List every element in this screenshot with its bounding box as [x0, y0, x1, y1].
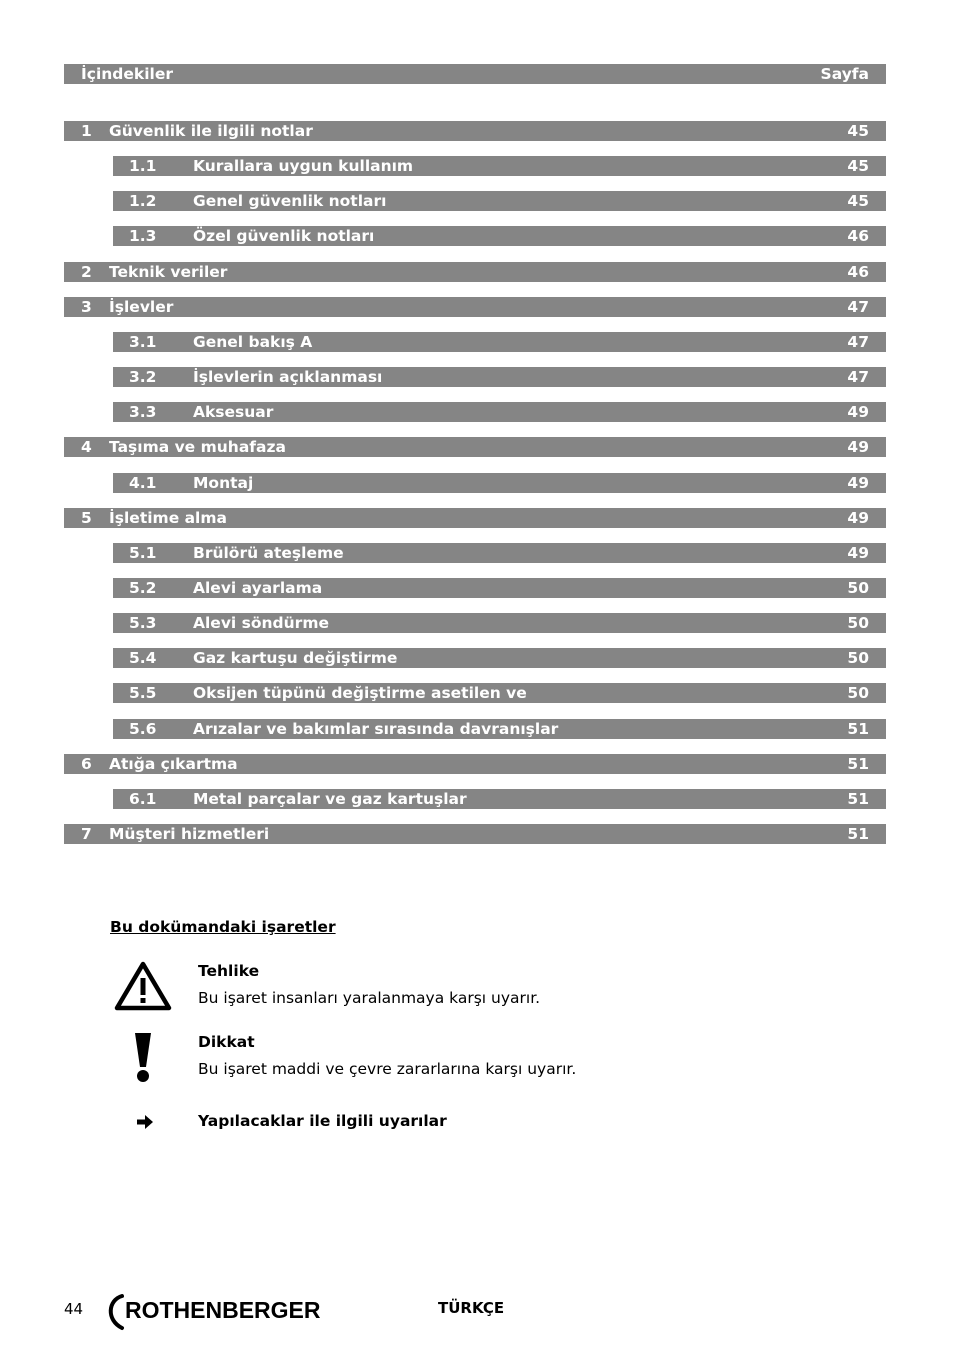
instructions-title: Yapılacaklar ile ilgili uyarılar — [198, 1112, 447, 1130]
danger-description: Bu işaret insanları yaralanmaya karşı uyarır. — [198, 989, 541, 1007]
toc-title: Güvenlik ile ilgili notlar — [109, 122, 313, 140]
toc-title: Müşteri hizmetleri — [109, 825, 270, 843]
toc-page: 51 — [847, 825, 869, 843]
toc-row[interactable] — [113, 367, 886, 387]
toc-page: 46 — [847, 263, 869, 281]
toc-row[interactable] — [113, 613, 886, 633]
toc-title: İşletime alma — [109, 509, 227, 527]
toc-page: 50 — [847, 649, 869, 667]
toc-page: 50 — [847, 614, 869, 632]
toc-title: Genel güvenlik notları — [193, 192, 387, 210]
warning-triangle-icon — [114, 960, 172, 1016]
toc-row[interactable] — [113, 648, 886, 668]
caution-description: Bu işaret maddi ve çevre zararlarına karşı uyarır. — [198, 1060, 577, 1078]
toc-page: 49 — [847, 474, 869, 492]
toc-title: Alevi ayarlama — [193, 579, 323, 597]
brand-logo — [106, 1292, 346, 1336]
toc-number: 5.4 — [129, 649, 157, 667]
toc-number: 5.1 — [129, 544, 157, 562]
toc-row[interactable] — [64, 508, 886, 528]
toc-page: 49 — [847, 509, 869, 527]
brand-logo-text: ROTHENBERGER — [125, 1297, 321, 1323]
toc-row[interactable] — [64, 437, 886, 457]
toc-page: 47 — [847, 368, 869, 386]
toc-row[interactable] — [113, 402, 886, 422]
toc-row[interactable] — [64, 262, 886, 282]
toc-number: 5.5 — [129, 684, 157, 702]
toc-row[interactable] — [113, 226, 886, 246]
danger-title: Tehlike — [198, 962, 260, 980]
toc-row[interactable] — [64, 824, 886, 844]
toc-title: Taşıma ve muhafaza — [109, 438, 286, 456]
toc-row[interactable] — [113, 578, 886, 598]
toc-number: 5.6 — [129, 720, 157, 738]
arrow-right-icon — [136, 1114, 154, 1134]
toc-title: Brülörü ateşleme — [193, 544, 344, 562]
language-label: TÜRKÇE — [438, 1299, 505, 1317]
toc-page: 45 — [847, 122, 869, 140]
toc-title: Alevi söndürme — [193, 614, 329, 632]
toc-row[interactable] — [113, 789, 886, 809]
toc-row[interactable] — [64, 754, 886, 774]
toc-title: İşlevlerin açıklanması — [193, 368, 383, 386]
caution-title: Dikkat — [198, 1033, 255, 1051]
toc-page: 46 — [847, 227, 869, 245]
toc-row[interactable] — [113, 332, 886, 352]
toc-number: 4 — [81, 438, 92, 456]
toc-row[interactable] — [113, 719, 886, 739]
toc-header-title: İçindekiler — [81, 65, 174, 83]
exclamation-icon — [132, 1033, 154, 1087]
toc-page: 49 — [847, 544, 869, 562]
toc-title: Arızalar ve bakımlar sırasında davranışlar — [193, 720, 559, 738]
toc-number: 4.1 — [129, 474, 157, 492]
toc-number: 6.1 — [129, 790, 157, 808]
toc-page: 47 — [847, 333, 869, 351]
toc-number: 2 — [81, 263, 92, 281]
toc-number: 3.1 — [129, 333, 157, 351]
toc-title: Metal parçalar ve gaz kartuşlar — [193, 790, 467, 808]
toc-number: 3 — [81, 298, 92, 316]
toc-number: 7 — [81, 825, 92, 843]
toc-page: 47 — [847, 298, 869, 316]
toc-row[interactable] — [64, 297, 886, 317]
toc-title: Atığa çıkartma — [109, 755, 238, 773]
toc-title: Özel güvenlik notları — [193, 227, 375, 245]
toc-page: 49 — [847, 438, 869, 456]
toc-page: 50 — [847, 684, 869, 702]
toc-number: 6 — [81, 755, 92, 773]
toc-number: 3.3 — [129, 403, 157, 421]
toc-row[interactable] — [113, 683, 886, 703]
toc-title: Aksesuar — [193, 403, 274, 421]
toc-page: 51 — [847, 790, 869, 808]
symbols-heading: Bu dokümandaki işaretler — [110, 918, 336, 936]
toc-row[interactable] — [113, 191, 886, 211]
toc-header-page-label: Sayfa — [820, 65, 869, 83]
toc-title: Oksijen tüpünü değiştirme asetilen ve — [193, 684, 527, 702]
toc-number: 1.2 — [129, 192, 157, 210]
toc-number: 1.1 — [129, 157, 157, 175]
toc-number: 5 — [81, 509, 92, 527]
toc-title: Montaj — [193, 474, 254, 492]
toc-page: 51 — [847, 720, 869, 738]
toc-number: 1 — [81, 122, 92, 140]
toc-number: 3.2 — [129, 368, 157, 386]
toc-page: 51 — [847, 755, 869, 773]
toc-row[interactable] — [113, 543, 886, 563]
toc-number: 5.3 — [129, 614, 157, 632]
toc-number: 1.3 — [129, 227, 157, 245]
toc-page: 49 — [847, 403, 869, 421]
toc-row[interactable] — [113, 156, 886, 176]
toc-header-bar — [64, 64, 886, 84]
toc-title: Teknik veriler — [109, 263, 228, 281]
toc-row[interactable] — [113, 473, 886, 493]
page-number: 44 — [64, 1300, 84, 1318]
toc-title: İşlevler — [109, 298, 174, 316]
toc-number: 5.2 — [129, 579, 157, 597]
toc-page: 45 — [847, 192, 869, 210]
toc-title: Genel bakış A — [193, 333, 313, 351]
toc-row[interactable] — [64, 121, 886, 141]
toc-page: 45 — [847, 157, 869, 175]
toc-title: Gaz kartuşu değiştirme — [193, 649, 398, 667]
toc-page: 50 — [847, 579, 869, 597]
toc-title: Kurallara uygun kullanım — [193, 157, 414, 175]
